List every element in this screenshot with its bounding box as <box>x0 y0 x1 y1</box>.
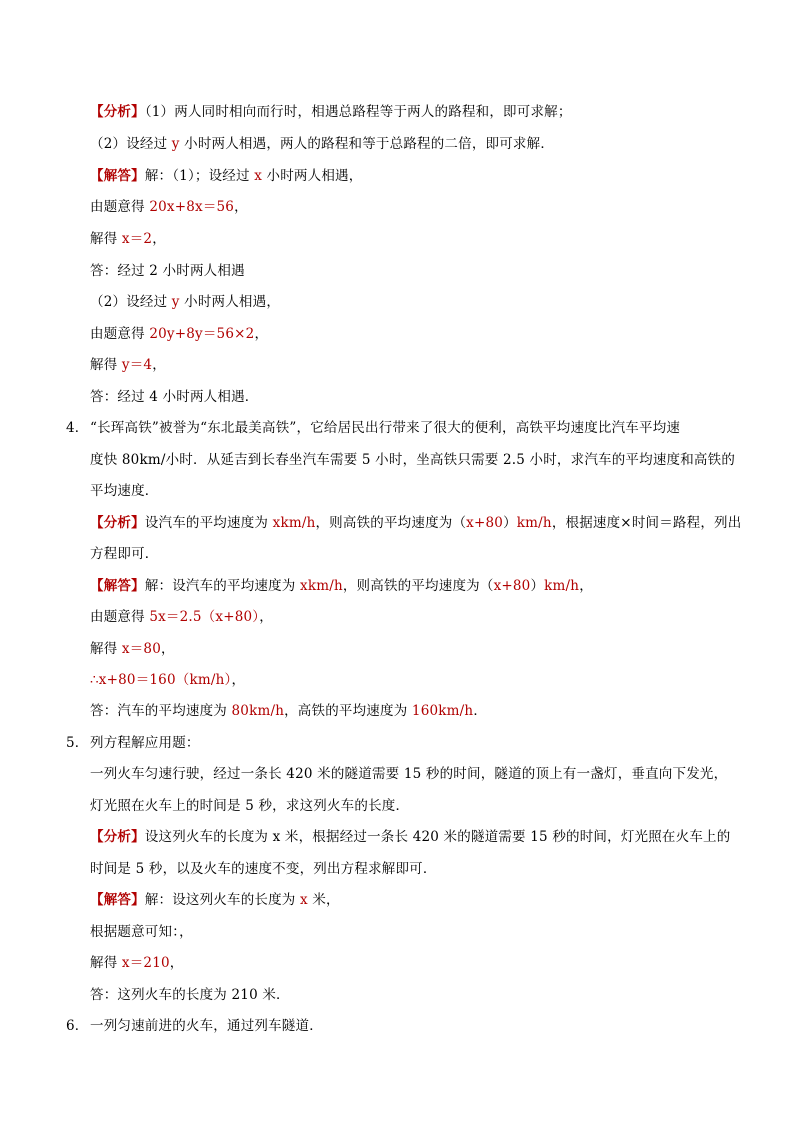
answer-tag: 【解答】 <box>90 168 145 184</box>
q5-solution: 解得 x＝210， <box>90 955 184 971</box>
q5-analysis-line1: 【分析】设这列火车的长度为 x 米，根据经过一条长 420 米的隧道需要 15 秒的时间，灯光照在火车上的 <box>90 829 731 845</box>
q6-text-line1: 6． 一列匀速前进的火车，通过列车隧道． <box>66 1018 323 1034</box>
p3-analysis-line2: （2）设经过 y 小时两人相遇，两人的路程和等于总路程的二倍，即可求解． <box>90 136 555 152</box>
q5-text-line2: 一列火车匀速行驶，经过一条长 420 米的隧道需要 15 秒的时间，隧道的顶上有一盏灯，垂直向下发光， <box>90 766 728 782</box>
q4-calculation: ∴x+80＝160（km/h）， <box>90 672 246 688</box>
q5-number: 5． <box>66 735 89 751</box>
p3-answer-line1: 【解答】解：（1）；设经过 x 小时两人相遇， <box>90 168 363 184</box>
q4-text-line2: 度快 80km/小时．从延吉到长春坐汽车需要 5 小时，坐高铁只需要 2.5 小时，求汽车的平均速度和高铁的 <box>90 452 736 468</box>
analysis-tag: 【分析】 <box>90 104 145 120</box>
q4-text-line3: 平均速度． <box>90 483 159 499</box>
p3-result1: 答：经过 2 小时两人相遇 <box>90 263 245 279</box>
p3-answer-line2: （2）设经过 y 小时两人相遇， <box>90 294 281 310</box>
p3-solution1: 解得 x＝2， <box>90 231 166 247</box>
q5-answer-line1: 【解答】解：设这列火车的长度为 x 米， <box>90 892 340 908</box>
q4-result: 答：汽车的平均速度为 80km/h，高铁的平均速度为 160km/h． <box>90 703 488 719</box>
p3-equation2: 由题意得 20y+8y＝56×2， <box>90 326 269 342</box>
q5-analysis-line2: 时间是 5 秒，以及火车的速度不变，列出方程求解即可． <box>90 861 437 877</box>
q5-answer-line2: 根据题意可知：， <box>90 924 193 940</box>
q4-number: 4． <box>66 420 89 436</box>
q4-text-line1: 4． “长珲高铁”被誉为“东北最美高铁”，它给居民出行带来了很大的便利，高铁平均速度比汽车平均速 <box>66 420 681 436</box>
p3-analysis-line1: 【分析】（1）两人同时相向而行时，相遇总路程等于两人的路程和，即可求解； <box>90 104 572 120</box>
q4-solution: 解得 x＝80， <box>90 641 175 657</box>
q4-analysis-line1: 【分析】设汽车的平均速度为 xkm/h，则高铁的平均速度为（x+80）km/h，根据速度×时间＝路程，列出 <box>90 515 742 531</box>
q4-equation: 由题意得 5x＝2.5（x+80）， <box>90 609 273 625</box>
q6-number: 6． <box>66 1018 89 1034</box>
q5-text-line1: 5． 列方程解应用题： <box>66 735 200 751</box>
p3-solution2: 解得 y＝4， <box>90 357 166 373</box>
q4-analysis-line2: 方程即可． <box>90 546 159 562</box>
q5-text-line3: 灯光照在火车上的时间是 5 秒，求这列火车的长度． <box>90 798 410 814</box>
q5-result: 答：这列火车的长度为 210 米． <box>90 987 290 1003</box>
p3-equation1: 由题意得 20x+8x＝56， <box>90 199 248 215</box>
q4-answer-line1: 【解答】解：设汽车的平均速度为 xkm/h，则高铁的平均速度为（x+80）km/h， <box>90 578 593 594</box>
p3-result2: 答：经过 4 小时两人相遇． <box>90 389 259 405</box>
